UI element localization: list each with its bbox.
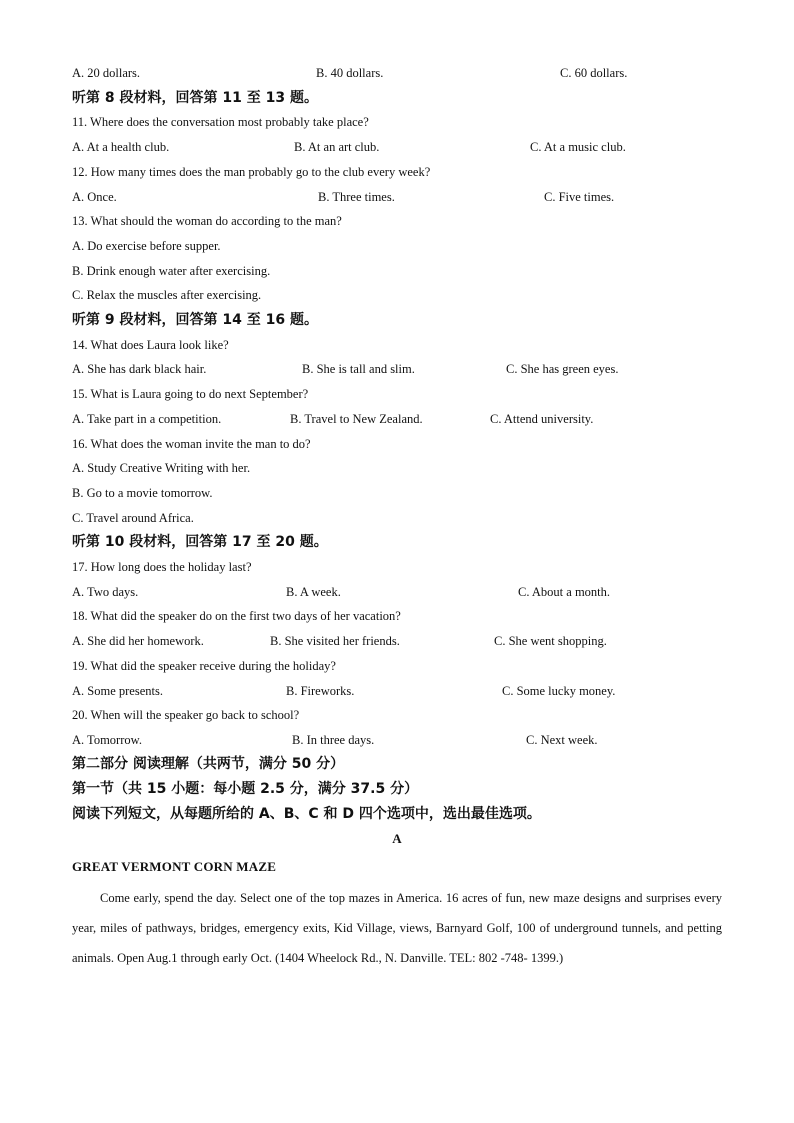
option-c: C. Relax the muscles after exercising. <box>72 288 262 302</box>
option-c: C. 60 dollars. <box>560 66 628 80</box>
passage-letter: A <box>392 831 402 846</box>
option-b: B. At an art club. <box>294 140 380 154</box>
option-b: B. 40 dollars. <box>316 66 384 80</box>
question-text: 13. What should the woman do according to the man? <box>72 214 342 228</box>
question-text: 18. What did the speaker do on the first two days of her vacation? <box>72 609 401 623</box>
option-a: A. At a health club. <box>72 140 170 154</box>
section-heading: 第一节（共 15 小题：每小题 2.5 分，满分 37.5 分） <box>72 781 419 797</box>
question-text: 16. What does the woman invite the man to do? <box>72 437 311 451</box>
question-text: 19. What did the speaker receive during the holiday? <box>72 659 336 673</box>
question-text: 15. What is Laura going to do next September? <box>72 387 309 401</box>
passage-title: GREAT VERMONT CORN MAZE <box>72 859 277 874</box>
question-text: 14. What does Laura look like? <box>72 338 229 352</box>
option-a: A. Take part in a competition. <box>72 412 222 426</box>
option-a: A. Once. <box>72 190 117 204</box>
option-a: A. She has dark black hair. <box>72 362 207 376</box>
option-c: C. Attend university. <box>490 412 594 426</box>
option-b: B. She visited her friends. <box>270 634 400 648</box>
option-c: C. Some lucky money. <box>502 684 616 698</box>
option-a: A. She did her homework. <box>72 634 204 648</box>
option-b: B. Three times. <box>318 190 395 204</box>
option-a: A. Some presents. <box>72 684 163 698</box>
option-c: C. Five times. <box>544 190 615 204</box>
option-b: B. She is tall and slim. <box>302 362 415 376</box>
section-heading: 听第 9 段材料，回答第 14 至 16 题。 <box>72 312 318 328</box>
part-heading: 第二部分 阅读理解（共两节，满分 50 分） <box>72 756 345 772</box>
option-b: B. Drink enough water after exercising. <box>72 264 271 278</box>
option-a: A. Two days. <box>72 585 139 599</box>
option-c: C. About a month. <box>518 585 611 599</box>
option-b: B. Travel to New Zealand. <box>290 412 423 426</box>
option-a: A. Study Creative Writing with her. <box>72 461 251 475</box>
option-a: A. 20 dollars. <box>72 66 141 80</box>
passage-body: Come early, spend the day. Select one of the top mazes in America. 16 acres of fun, new maze designs and surprises every year, miles of pathways, bridges, emergency exits, Kid Village, views, Barnyard Golf, 100 of underground tunnels, and petting animals. Open Aug.1 through early Oct. (1404 Wheelock Rd., N. Danville. TEL: 802 -748- 1399.) <box>72 891 722 965</box>
section-heading: 听第 10 段材料，回答第 17 至 20 题。 <box>72 534 328 550</box>
question-text: 17. How long does the holiday last? <box>72 560 252 574</box>
option-c: C. She has green eyes. <box>506 362 619 376</box>
option-c: C. She went shopping. <box>494 634 607 648</box>
option-b: B. A week. <box>286 585 341 599</box>
option-c: C. At a music club. <box>530 140 626 154</box>
option-c: C. Next week. <box>526 733 598 747</box>
section-heading: 听第 8 段材料，回答第 11 至 13 题。 <box>72 90 318 106</box>
question-text: 12. How many times does the man probably go to the club every week? <box>72 165 431 179</box>
option-b: B. Go to a movie tomorrow. <box>72 486 213 500</box>
question-text: 11. Where does the conversation most probably take place? <box>72 115 369 129</box>
instruction-text: 阅读下列短文，从每题所给的 A、B、C 和 D 四个选项中，选出最佳选项。 <box>72 806 541 822</box>
option-b: B. Fireworks. <box>286 684 355 698</box>
option-b: B. In three days. <box>292 733 375 747</box>
option-c: C. Travel around Africa. <box>72 511 194 525</box>
question-text: 20. When will the speaker go back to school? <box>72 708 300 722</box>
option-a: A. Do exercise before supper. <box>72 239 221 253</box>
option-a: A. Tomorrow. <box>72 733 142 747</box>
